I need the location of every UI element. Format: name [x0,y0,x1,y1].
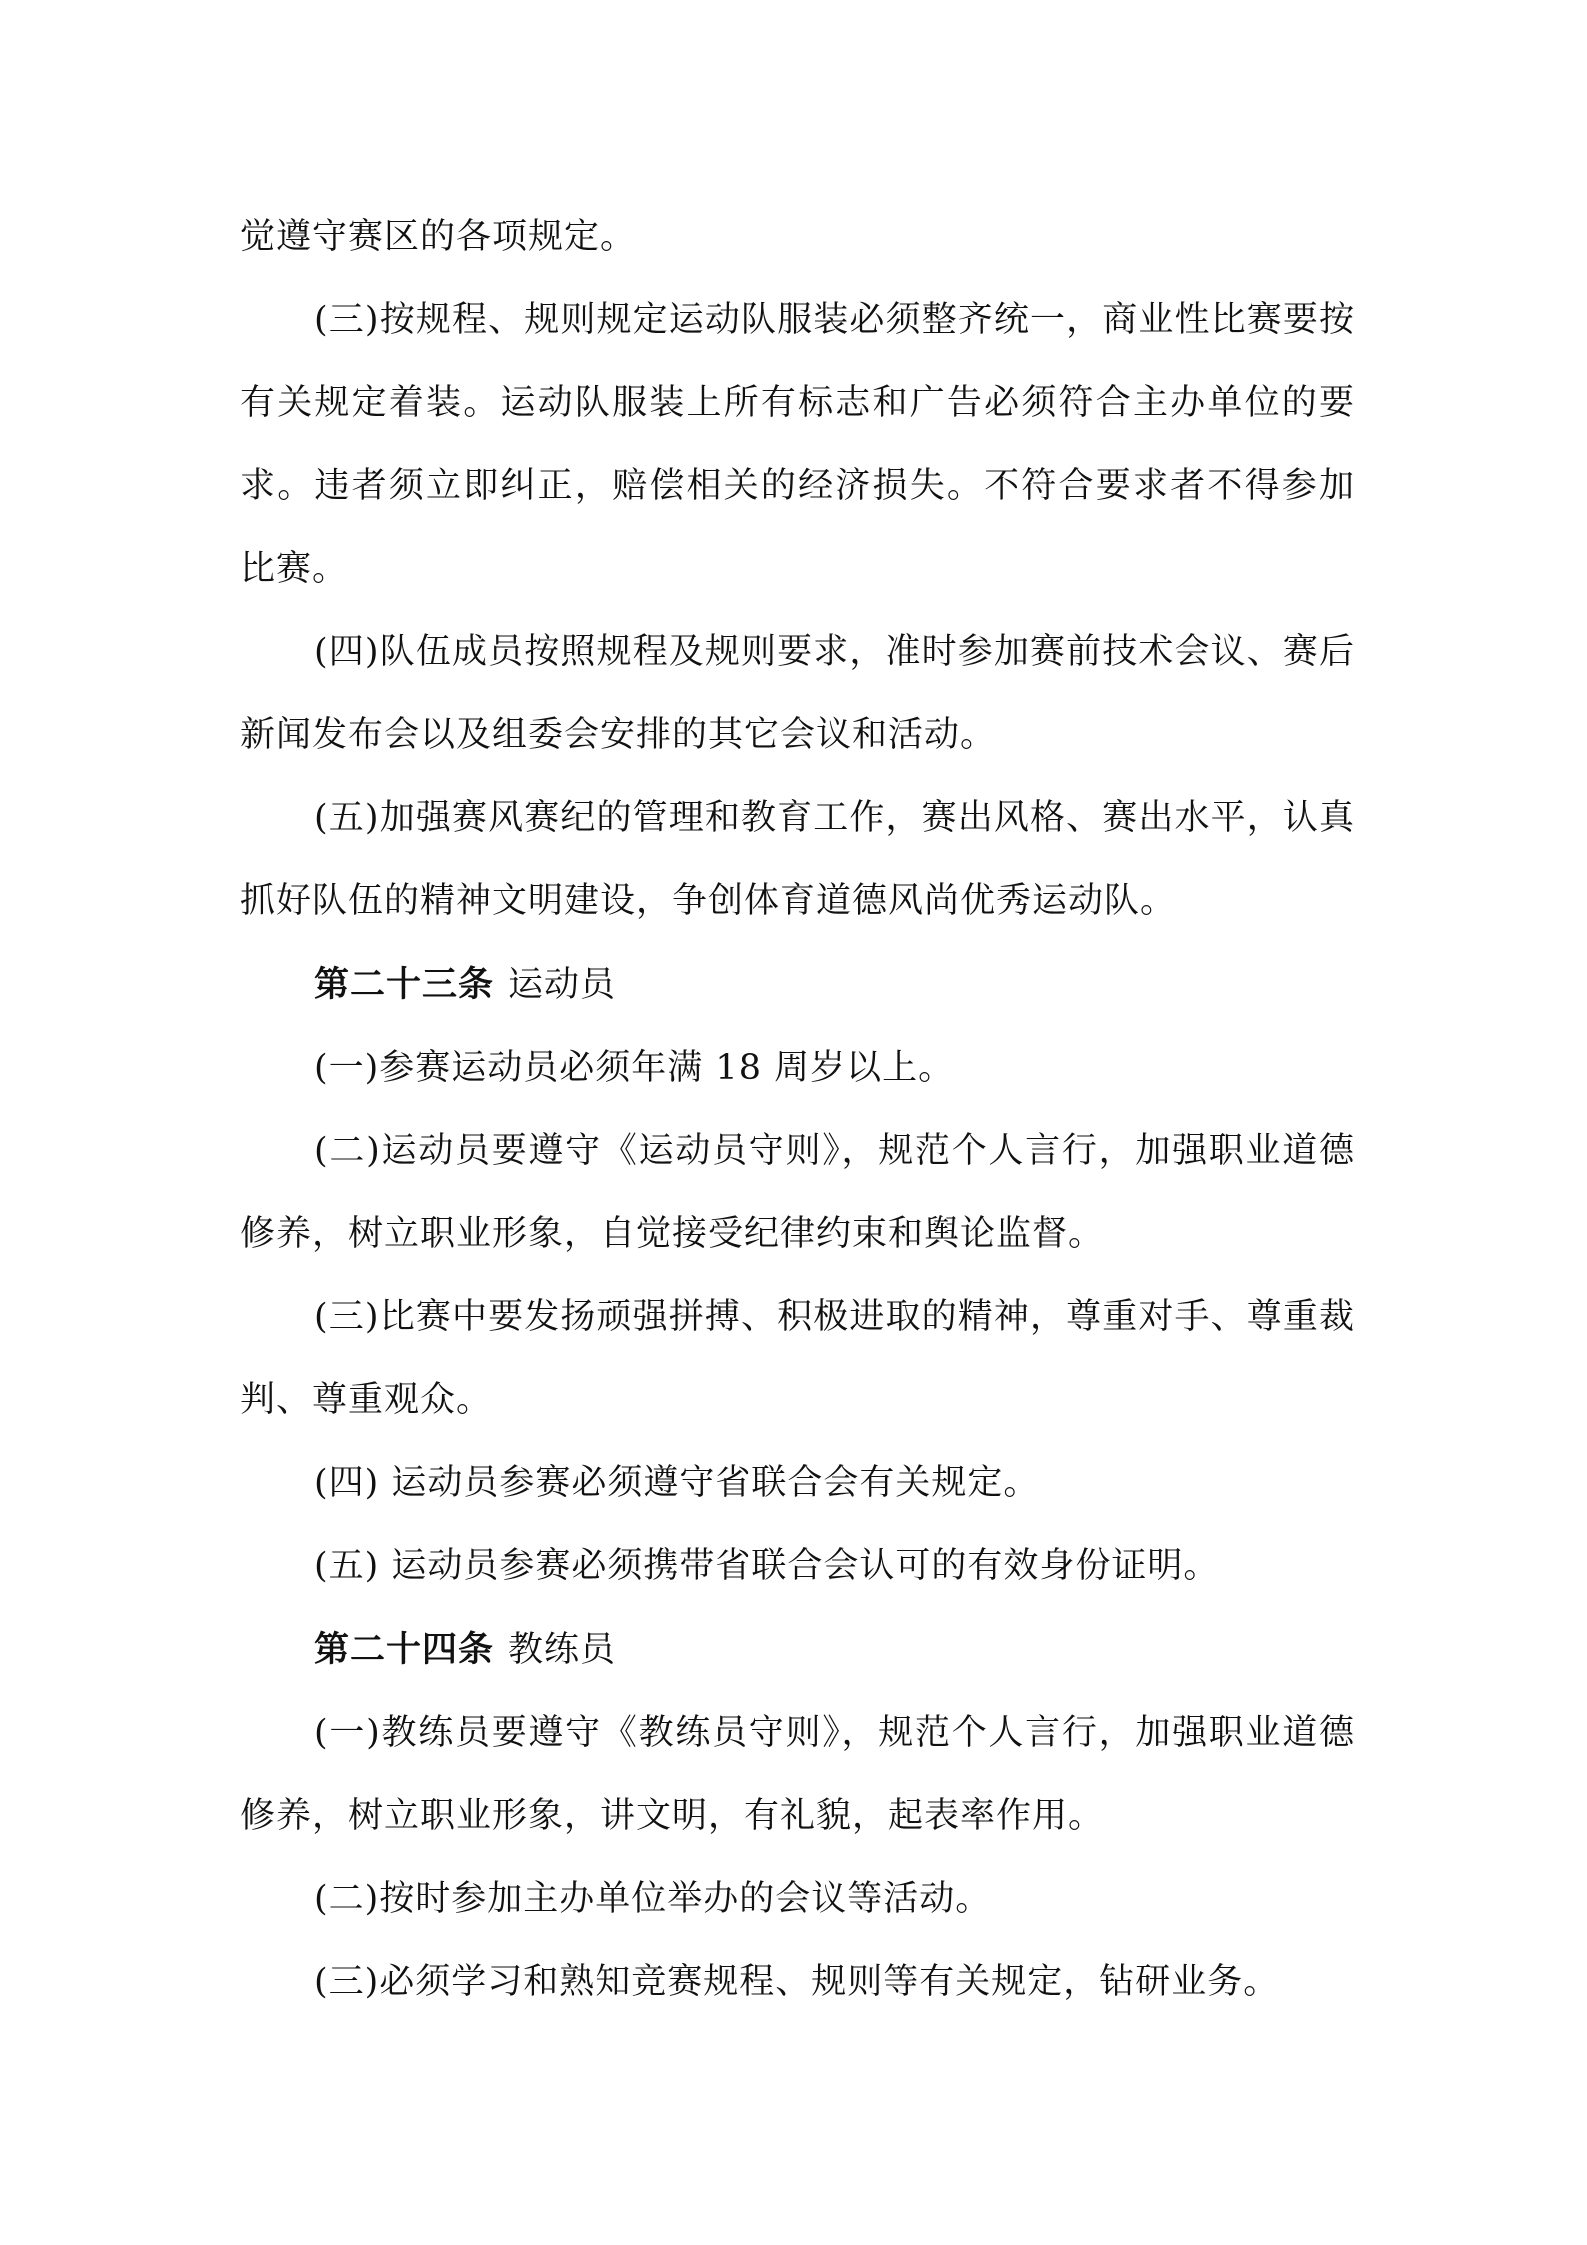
paragraph-item: (三)按规程、规则规定运动队服装必须整齐统一，商业性比赛要按有关规定着装。运动队服装上所有标志和广告必须符合主办单位的要求。违者须立即纠正，赔偿相关的经济损失。不符合要求者不得参加比赛。 [240,300,1355,589]
paragraph-item: (一)教练员要遵守《教练员守则》，规范个人言行，加强职业道德修养，树立职业形象，讲文明，有礼貌，起表率作用。 [240,1713,1355,1836]
paragraph-item: (二)按时参加主办单位举办的会议等活动。 [314,1879,992,1919]
article-title: 运动员 [508,965,617,1005]
paragraph-item: (三)必须学习和熟知竞赛规程、规则等有关规定，钻研业务。 [314,1962,1280,2002]
article-label: 第二十三条 [314,964,495,1005]
article-heading-23 [240,943,1355,1027]
article-title: 教练员 [508,1630,617,1670]
paragraph-item: (四) 运动员参赛必须遵守省联合会有关规定。 [314,1463,1040,1503]
paragraph-item: (五)加强赛风赛纪的管理和教育工作，赛出风格、赛出水平，认真抓好队伍的精神文明建设，争创体育道德风尚优秀运动队。 [240,798,1355,921]
article-label: 第二十四条 [314,1629,495,1670]
paragraph-item: (二)运动员要遵守《运动员守则》，规范个人言行，加强职业道德修养，树立职业形象，自觉接受纪律约束和舆论监督。 [240,1131,1355,1254]
document-body [240,196,1355,2024]
paragraph-item: (四)队伍成员按照规程及规则要求，准时参加赛前技术会议、赛后新闻发布会以及组委会安排的其它会议和活动。 [240,632,1355,755]
article-heading-24 [240,1608,1355,1692]
paragraph-item: (一)参赛运动员必须年满 18 周岁以上。 [314,1048,955,1088]
paragraph-item: (三)比赛中要发扬顽强拼搏、积极进取的精神，尊重对手、尊重裁判、尊重观众。 [240,1297,1355,1420]
paragraph-item: (五) 运动员参赛必须携带省联合会认可的有效身份证明。 [314,1546,1220,1586]
paragraph-continued: 觉遵守赛区的各项规定。 [240,217,637,257]
